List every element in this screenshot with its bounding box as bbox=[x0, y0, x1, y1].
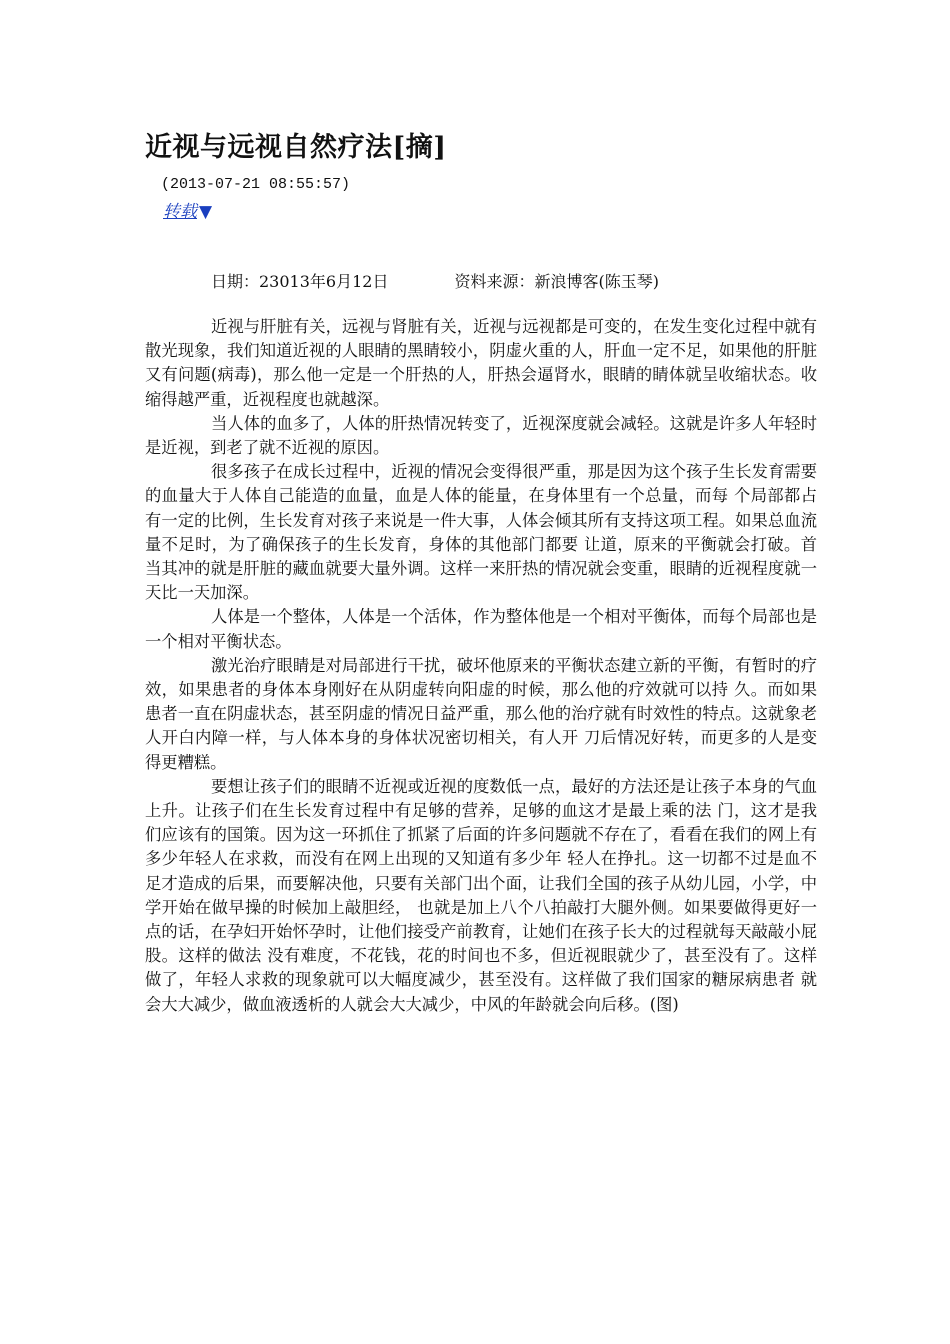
paragraph: 要想让孩子们的眼睛不近视或近视的度数低一点，最好的方法还是让孩子本身的气血上升。让孩子们在生长发育过程中有足够的营养，足够的血这才是最上乘的法 门，这才是我们应该有的国策。因为这一环抓住了抓紧了后面的许多问题就不存在了，看看在我们的网上有多少年轻人在求救，而没有在网上出现的又知道有多少年 轻人在挣扎。这一切都不过是血不足才造成的后果，而要解决他，只要有关部门出个面，让我们全国的孩子从幼儿园，小学，中学开始在做早操的时候加上敲胆经， 也就是加上八个八拍敲打大腿外侧。如果要做得更好一点的话，在孕妇开始怀孕时，让他们接受产前教育，让她们在孩子长大的过程就每天敲敲小屁股。这样的做法 没有难度，不花钱，花的时间也不多，但近视眼就少了，甚至没有了。这样做了，年轻人求救的现象就可以大幅度减少，甚至没有。这样做了我们国家的糖尿病患者 就会大大减少，做血液透析的人就会大大减少，中风的年龄就会向后移。(图) bbox=[145, 776, 817, 1014]
dropdown-arrow-icon[interactable]: ▼ bbox=[199, 202, 213, 222]
article bbox=[145, 128, 817, 1017]
article-meta bbox=[145, 270, 817, 294]
date-line: 日期：23013年6月12日 bbox=[211, 272, 389, 291]
repost-link[interactable] bbox=[163, 200, 212, 224]
paragraph: 当人体的血多了，人体的肝热情况转变了，近视深度就会减轻。这就是许多人年轻时是近视，到老了就不近视的原因。 bbox=[145, 413, 817, 458]
paragraph: 人体是一个整体，人体是一个活体，作为整体他是一个相对平衡体，而每个局部也是一个相对平衡状态。 bbox=[145, 607, 817, 651]
source-line: 资料来源：新浪博客(陈玉琴) bbox=[454, 272, 659, 291]
repost-label[interactable]: 转载 bbox=[163, 202, 197, 222]
page-title: 近视与远视自然疗法[摘] bbox=[145, 132, 447, 163]
paragraph: 激光治疗眼睛是对局部进行干扰，破坏他原来的平衡状态建立新的平衡，有暂时的疗效，如果患者的身体本身刚好在从阴虚转向阳虚的时候，那么他的疗效就可以持 久。而如果患者一直在阴虚状态，甚至阴虚的情况日益严重，那么他的治疗就有时效性的特点。这就象老人开白内障一样，与人体本身的身体状况密切相关，有人开 刀后情况好转，而更多的人是变得更糟糕。 bbox=[145, 655, 817, 772]
post-timestamp: (2013-07-21 08:55:57) bbox=[161, 176, 351, 193]
article-body bbox=[145, 315, 817, 1017]
paragraph: 很多孩子在成长过程中，近视的情况会变得很严重，那是因为这个孩子生长发育需要的血量大于人体自己能造的血量，血是人体的能量，在身体里有一个总量，而每 个局部都占有一定的比例，生长发育对孩子来说是一件大事，人体会倾其所有支持这项工程。如果总血流量不足时，为了确保孩子的生长发育，身体的其他部门都要 让道，原来的平衡就会打破。首当其冲的就是肝脏的藏血就要大量外调。这样一来肝热的情况就会变重，眼睛的近视程度就一天比一天加深。 bbox=[145, 462, 817, 603]
paragraph: 近视与肝脏有关，远视与肾脏有关，近视与远视都是可变的，在发生变化过程中就有散光现象，我们知道近视的人眼睛的黑睛较小，阴虚火重的人，肝血一定不足，如果他的肝脏又有问题(病毒)，那么他一定是一个肝热的人，肝热会逼肾水，眼睛的睛体就呈收缩状态。收缩得越严重，近视程度也就越深。 bbox=[145, 317, 817, 409]
